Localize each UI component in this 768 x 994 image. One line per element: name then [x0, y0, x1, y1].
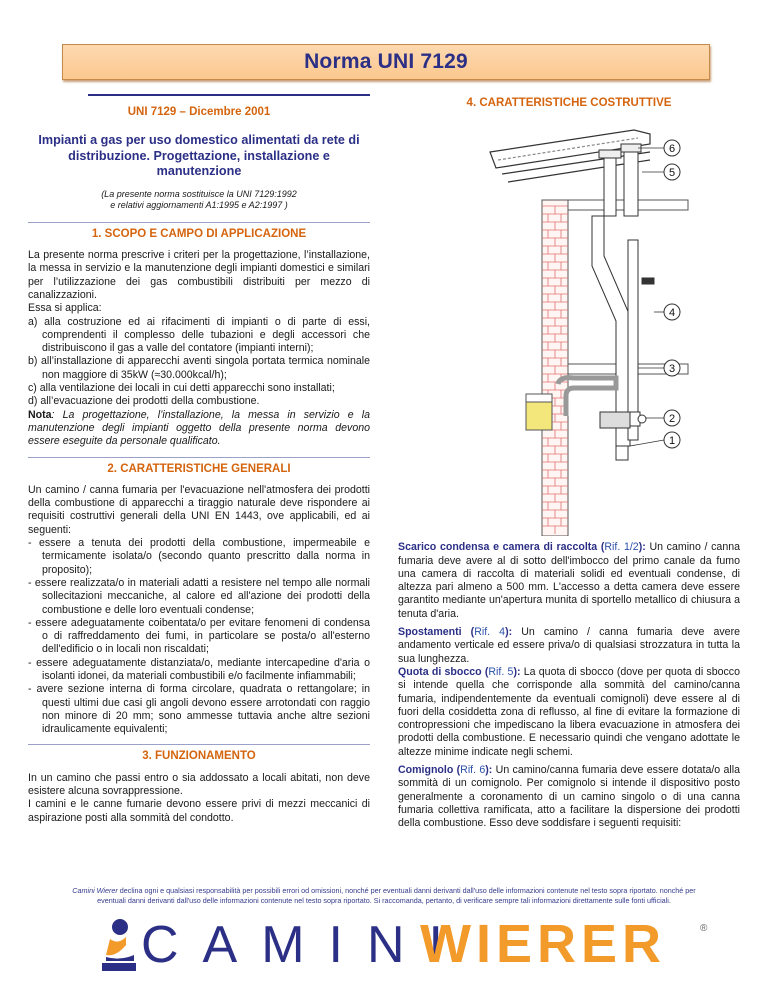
list-item: c) alla ventilazione dei locali in cui detti apparecchi sono installati;	[28, 382, 335, 395]
section-4-body	[398, 541, 740, 830]
logo-word-wierer: WIERER	[420, 914, 666, 974]
chimney-diagram	[398, 116, 740, 536]
section-4-heading: 4. CARATTERISTICHE COSTRUTTIVE	[466, 97, 672, 109]
title-banner	[62, 44, 710, 80]
callout-label: 5	[668, 167, 676, 180]
disclaimer-brand: Camini Wierer	[72, 886, 118, 895]
list-item: d) all’evacuazione dei prodotti della combustione.	[28, 395, 260, 408]
section-1-list	[28, 316, 370, 409]
ref-link: Rif. 1/2	[604, 541, 639, 554]
logo-figure-icon	[96, 915, 142, 975]
section-3-p1: In un camino che passi entro o sia addossato a locali abitati, non deve esistere alcuna sovrappressione.	[28, 771, 370, 798]
note-label: Nota	[28, 408, 52, 421]
top-rule	[88, 94, 370, 96]
list-item: a) alla costruzione ed ai rifacimenti di impianti o di parte di essi, comprendenti il complesso delle tubazioni e degli accessori che distribuiscono il gas a valle del contatore (impianti interni);	[28, 315, 370, 355]
page-title: Norma UNI 7129	[304, 50, 468, 73]
callout-circles	[664, 140, 680, 448]
left-column	[28, 94, 370, 825]
callout-label: 6	[668, 143, 676, 156]
section-3-p2: I camini e le canne fumarie devono essere privi di mezzi meccanici di aspirazione posti alla sommità del condotto.	[28, 798, 370, 824]
disclaimer	[60, 886, 708, 906]
flue-pipe	[558, 144, 654, 460]
logo-word-camini: CAMINI	[141, 916, 467, 974]
callout-label: 2	[668, 413, 676, 426]
section-3-heading: 3. FUNZIONAMENTO	[28, 750, 370, 763]
doc-title: Impianti a gas per uso domestico alimentati da rete di distribuzione. Progettazione, installazione e manutenzione	[38, 133, 360, 179]
list-item: - avere sezione interna di forma circolare, quadrata o rettangolare; in questi ultimi due casi gli angoli devono essere arrotondati con raggio non minore di 20 mm; sono ammesse tuttavia anche altre sezioni idraulicamente equivalenti;	[28, 683, 370, 736]
callout-label: 4	[668, 307, 676, 320]
replaces-note-1: (La presente norma sostituisce la UNI 7129:1992	[101, 188, 297, 199]
callout-label: 1	[668, 435, 676, 448]
disclaimer-text: declina ogni e qualsiasi responsabilità per possibili errori od omissioni, nonché per eventuali danni derivanti dall'uso delle informazioni contenute nel testo sopra riportato. nonché per eventuali danni derivanti dall'uso delle informazioni contenute nel testo sopra riportato. Si raccomanda, pertanto, di verificare sempre tali informazioni direttamente sulle fonti ufficiali.	[97, 886, 696, 905]
note-text: : La progettazione, l’installazione, la messa in servizio e la manutenzione degli impianti oggetto della presente norma devono essere eseguite da personale qualificato.	[28, 408, 370, 448]
boiler	[526, 394, 552, 430]
brand-logo	[96, 913, 736, 977]
callout-label: 3	[668, 363, 676, 376]
section-2-list	[28, 537, 370, 736]
list-item: - essere adeguatamente coibentata/o per evitare fenomeni di condensa o di raffreddamento dei fumi, in particolare se posta/o all'esterno dell'edificio o in locali non riscaldati;	[28, 616, 370, 656]
para-spostamenti: Spostamenti (Rif. 4): Un camino / canna fumaria deve avere andamento verticale ed essere priva/o di qualsiasi strozzatura in tutta la sua lunghezza.	[398, 626, 740, 665]
ref-link: Rif. 6	[460, 764, 486, 777]
section-1-heading: 1. SCOPO E CAMPO DI APPLICAZIONE	[28, 228, 370, 241]
para-quota: Quota di sbocco (Rif. 5): La quota di sbocco (dove per quota di sbocco si intende quella che corrisponde alla sommità del camino/canna fumaria, indipendentemente da eventuali comignoli) deve essere al di fuori della cosiddetta zona di reflusso, al fine di evitare la formazione di contropressioni che impediscano la libera evacuazione in atmosfera dei prodotti della combustione. E necessario quindi che vengano adottate le altezze minime indicate negli schemi.	[398, 665, 740, 758]
section-1-note	[28, 409, 370, 449]
right-column	[398, 94, 740, 831]
para-scarico: Scarico condensa e camera di raccolta (Rif. 1/2): Un camino / canna fumaria deve avere al di sotto dell'imbocco del primo canale da fumo una camera di raccolta di materiali solidi ed eventuali condense, di altezza pari almeno a 500 mm. L'accesso a detta camera deve essere garantito mediante un'apertura munita di sportello metallico di chiusura a tenuta d'aria.	[398, 541, 741, 620]
ref-link: Rif. 4	[474, 626, 506, 639]
date-title: UNI 7129 – Dicembre 2001	[127, 106, 271, 118]
list-item: - essere adeguatamente distanziata/o, mediante intercapedine d'aria o isolanti idonei, da materiali combustibili e/o facilmente infiammabili;	[28, 656, 370, 682]
brick-wall	[542, 200, 568, 536]
para-comignolo: Comignolo (Rif. 6): Un camino/canna fumaria deve essere dotata/o alla sommità di un comignolo. Per comignolo si intende il dispositivo posto generalmente a coronamento di un camino singolo o di una canna fumaria collettiva ramificata, atto a facilitare la dispersione dei prodotti della combustione. Esso deve soddisfare i seguenti requisiti:	[398, 764, 740, 830]
section-1-applies: Essa si applica:	[28, 302, 102, 315]
list-item: - essere a tenuta dei prodotti della combustione, impermeabile e termicamente isolata/o (secondo quanto prescritto dalla norma in proposito);	[28, 537, 370, 576]
list-item: b) all’installazione di apparecchi aventi singola portata termica nominale non maggiore di 35kW (≈30.000kcal/h);	[28, 355, 370, 381]
registered-mark: ®	[700, 923, 708, 934]
ref-link: Rif. 5	[488, 665, 514, 678]
replaces-note-2: e relativi aggiornamenti A1:1995 e A2:1997 )	[110, 200, 288, 211]
section-1-intro: La presente norma prescrive i criteri per la progettazione, l’installazione, la messa in servizio e la manutenzione degli impianti domestici e similari per l’utilizzazione dei gas combustibili distribuiti per mezzo di canalizzazioni.	[28, 249, 370, 301]
section-2-intro: Un camino / canna fumaria per l'evacuazione nell'atmosfera dei prodotti della combustione di apparecchi a tiraggio naturale deve rispondere ai requisiti costruttivi generali della UNI EN 1443, ove applicabili, ed ai seguenti:	[28, 483, 370, 536]
list-item: - essere realizzata/o in materiali adatti a resistere nel tempo alle normali sollecitazioni meccaniche, al calore ed all'azione dei prodotti della combustione e delle loro eventuali condense;	[28, 576, 370, 616]
section-2-heading: 2. CARATTERISTICHE GENERALI	[28, 463, 370, 476]
